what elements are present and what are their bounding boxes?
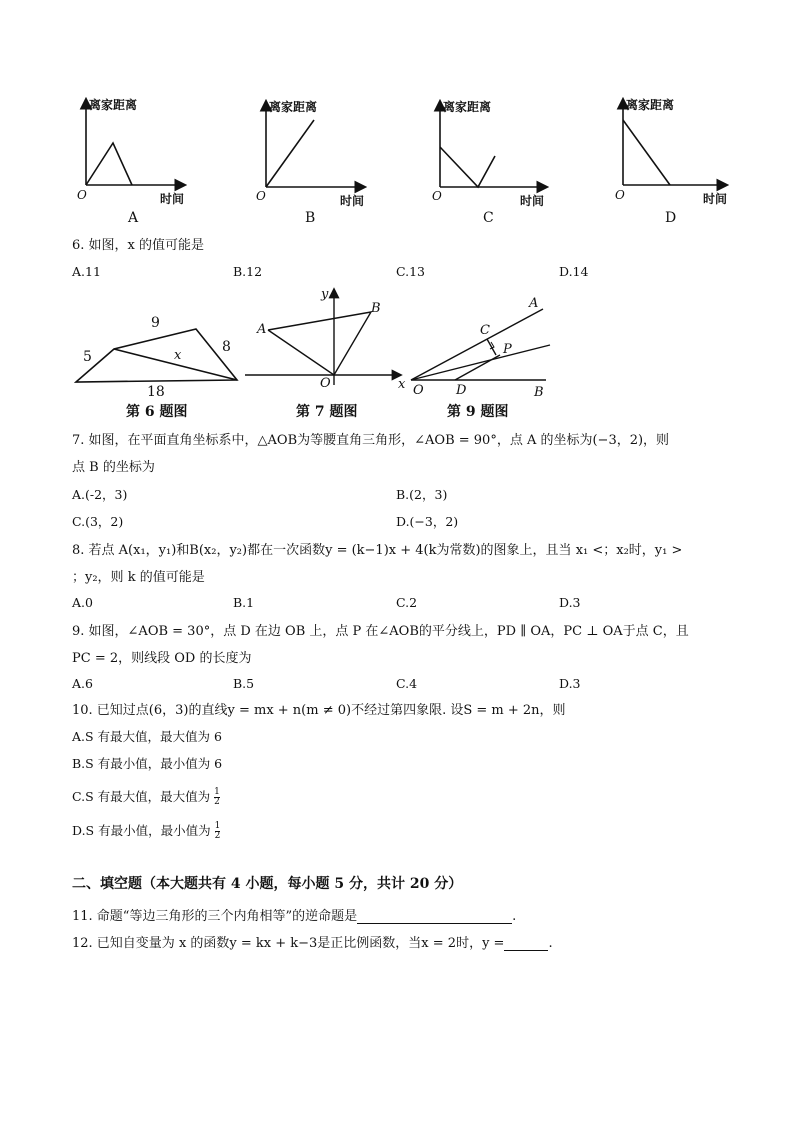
graph-c-x-label: 时间 bbox=[520, 194, 545, 208]
graph-d-origin: O bbox=[615, 188, 625, 202]
q10-option-c-label: C.S 有最大值，最大值为 bbox=[72, 789, 211, 804]
q6-option-a: A.11 bbox=[72, 264, 101, 279]
fig9-label-p: P bbox=[503, 342, 512, 357]
q8-line1: 8. 若点 A(x₁，y₁)和B(x₂，y₂)都在一次函数y = (k−1)x + 4(k为常数)的图象上，且当 x₁ <；x₂时，y₁ > bbox=[72, 543, 683, 558]
graph-b-origin: O bbox=[256, 189, 266, 203]
fig7-label-o: O bbox=[320, 376, 331, 391]
q9-line2: PC = 2，则线段 OD 的长度为 bbox=[72, 651, 252, 666]
graph-d bbox=[623, 100, 726, 185]
q9-option-d: D.3 bbox=[559, 676, 581, 691]
q9-option-a: A.6 bbox=[72, 676, 93, 691]
fig7-caption: 第 7 题图 bbox=[296, 404, 358, 420]
q10-option-a: A.S 有最大值，最大值为 6 bbox=[72, 729, 222, 744]
q7-line1: 7. 如图，在平面直角坐标系中，△AOB为等腰直角三角形，∠AOB = 90°，点 A 的坐标为(−3，2)，则 bbox=[72, 433, 670, 448]
q9-option-c: C.4 bbox=[396, 676, 418, 691]
q11-answer-blank[interactable] bbox=[357, 910, 512, 924]
q12-answer-blank[interactable] bbox=[504, 937, 548, 951]
graph-b bbox=[266, 102, 364, 187]
q6-option-d: D.14 bbox=[559, 264, 589, 279]
q7-line2: 点 B 的坐标为 bbox=[72, 460, 155, 475]
fig6-label-x: x bbox=[174, 348, 182, 363]
q6-option-c: C.13 bbox=[396, 264, 425, 279]
q10-option-d-fraction bbox=[215, 822, 221, 841]
graph-a bbox=[86, 100, 184, 185]
q8-option-b: B.1 bbox=[233, 595, 255, 610]
fig6-label-18: 18 bbox=[147, 384, 165, 400]
graph-a-origin: O bbox=[77, 188, 87, 202]
graph-b-y-label: 离家距离 bbox=[269, 100, 318, 114]
graph-a-y-label: 离家距离 bbox=[89, 98, 138, 112]
q6-option-b: B.12 bbox=[233, 264, 263, 279]
graph-a-letter: A bbox=[128, 210, 139, 226]
q12 bbox=[72, 937, 553, 951]
graph-c bbox=[440, 102, 546, 187]
q9-option-b: B.5 bbox=[233, 676, 255, 691]
q10-option-b: B.S 有最小值，最小值为 6 bbox=[72, 756, 223, 771]
q10-option-d-numerator: 1 bbox=[214, 821, 221, 831]
section-2-title: 二、填空题（本大题共有 4 小题，每小题 5 分，共计 20 分） bbox=[72, 876, 463, 892]
q10-option-d-denominator: 2 bbox=[214, 831, 221, 841]
fig9-label-a: A bbox=[529, 296, 539, 311]
q7-option-b: B.(2，3) bbox=[396, 487, 448, 502]
q10-option-d bbox=[72, 822, 220, 841]
q11-end: . bbox=[512, 909, 517, 924]
q7-option-d: D.(−3，2) bbox=[396, 514, 459, 529]
graph-c-origin: O bbox=[432, 189, 442, 203]
q11 bbox=[72, 910, 516, 924]
figure-9 bbox=[411, 309, 550, 380]
q11-text: 11. 命题“等边三角形的三个内角相等”的逆命题是 bbox=[72, 909, 358, 924]
q7-option-c: C.(3，2) bbox=[72, 514, 124, 529]
q10-option-c-fraction bbox=[214, 788, 220, 807]
graph-b-letter: B bbox=[305, 210, 316, 226]
q8-option-a: A.0 bbox=[72, 595, 93, 610]
graph-b-x-label: 时间 bbox=[340, 194, 365, 208]
fig9-label-o: O bbox=[413, 383, 424, 398]
q9-line1: 9. 如图，∠AOB = 30°，点 D 在边 OB 上，点 P 在∠AOB的平分线上，PD ∥ OA，PC ⊥ OA于点 C，且 bbox=[72, 624, 689, 639]
graph-a-x-label: 时间 bbox=[160, 192, 185, 206]
q7-option-a: A.(-2，3) bbox=[72, 487, 128, 502]
q8-line2: ；y₂，则 k 的值可能是 bbox=[72, 570, 205, 585]
fig7-label-x: x bbox=[398, 377, 406, 392]
fig6-label-8: 8 bbox=[222, 339, 231, 355]
q10-option-c-numerator: 1 bbox=[214, 787, 220, 797]
graph-d-letter: D bbox=[665, 210, 677, 226]
q10-text: 10. 已知过点(6，3)的直线y = mx + n(m ≠ 0)不经过第四象限. 设S = m + 2n，则 bbox=[72, 703, 566, 718]
q8-option-d: D.3 bbox=[559, 595, 581, 610]
q6-text: 6. 如图，x 的值可能是 bbox=[72, 238, 204, 253]
q8-option-c: C.2 bbox=[396, 595, 418, 610]
fig7-label-y: y bbox=[321, 287, 329, 302]
fig9-label-b: B bbox=[534, 385, 544, 400]
fig9-label-d: D bbox=[456, 383, 467, 398]
graph-d-x-label: 时间 bbox=[703, 192, 728, 206]
fig6-label-5: 5 bbox=[83, 349, 92, 365]
graph-d-y-label: 离家距离 bbox=[626, 98, 675, 112]
q10-option-c bbox=[72, 788, 220, 807]
graph-c-letter: C bbox=[483, 210, 494, 226]
fig7-label-a: A bbox=[257, 322, 267, 337]
distance-time-graphs bbox=[0, 0, 794, 240]
graph-c-y-label: 离家距离 bbox=[443, 100, 492, 114]
fig7-label-b: B bbox=[371, 301, 381, 316]
fig9-caption: 第 9 题图 bbox=[447, 404, 509, 420]
q10-option-d-label: D.S 有最小值，最小值为 bbox=[72, 823, 211, 838]
fig6-label-9: 9 bbox=[151, 315, 160, 331]
fig9-label-c: C bbox=[480, 323, 490, 338]
q10-option-c-denominator: 2 bbox=[214, 797, 220, 807]
figure-6 bbox=[76, 329, 237, 382]
fig6-caption: 第 6 题图 bbox=[126, 404, 188, 420]
q12-end: . bbox=[548, 936, 553, 951]
q12-text: 12. 已知自变量为 x 的函数y = kx + k−3是正比例函数，当x = 2时，y = bbox=[72, 936, 505, 951]
figure-row bbox=[0, 285, 794, 425]
